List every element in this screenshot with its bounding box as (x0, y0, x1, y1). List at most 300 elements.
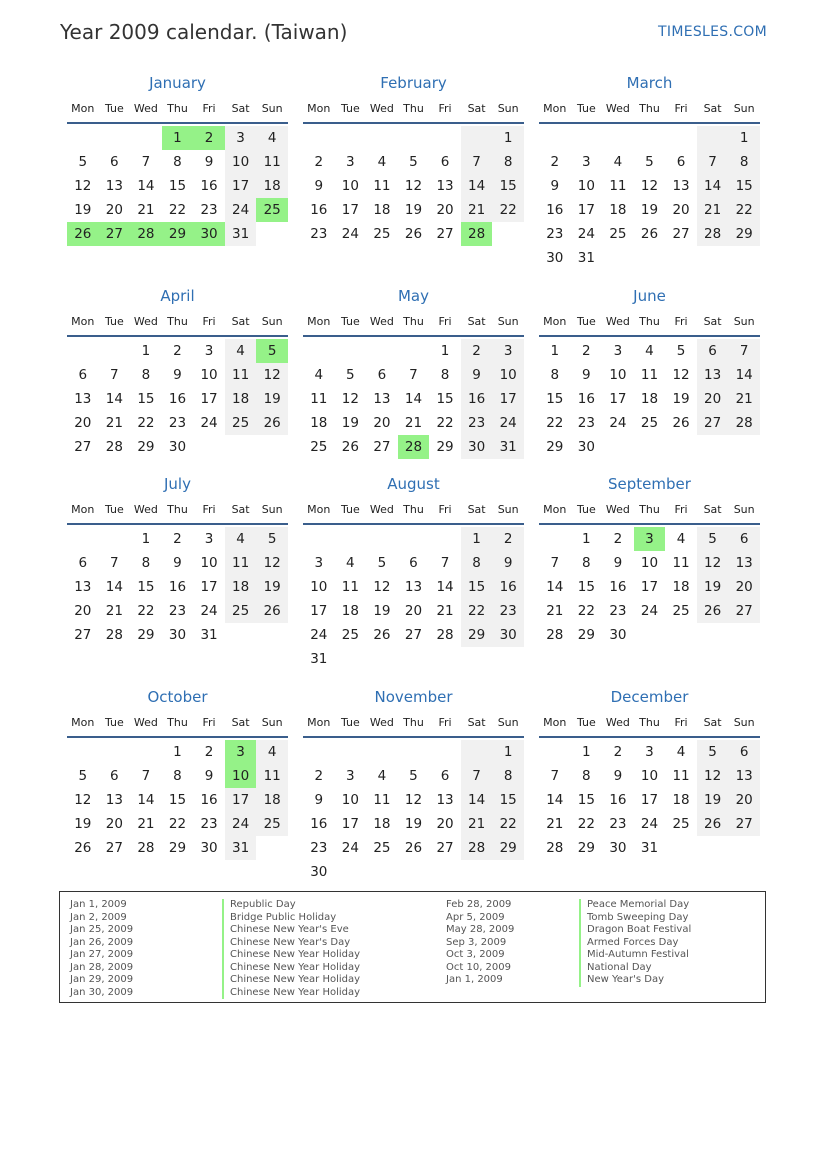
weekday-label: Sat (467, 101, 486, 115)
day-cell: 25 (341, 627, 359, 643)
day-cell: 6 (78, 367, 88, 383)
header-rule (303, 523, 524, 525)
day-cell: 9 (204, 768, 214, 784)
day-cell: 23 (546, 226, 564, 242)
weekday-label: Mon (307, 314, 331, 328)
day-cell: 16 (310, 816, 328, 832)
empty-cell (335, 126, 367, 150)
month-name: October (147, 688, 208, 706)
day-grid (67, 740, 288, 860)
weekday-label: Fri (202, 101, 216, 115)
day-cell: 18 (341, 603, 359, 619)
day-cell: 9 (550, 178, 560, 194)
legend-holiday-name: Chinese New Year Holiday (222, 949, 360, 962)
day-cell: 28 (130, 222, 162, 246)
weekday-label: Mon (543, 314, 567, 328)
legend-holiday-name: Dragon Boat Festival (579, 924, 691, 937)
day-cell: 16 (200, 792, 218, 808)
day-cell: 23 (310, 226, 328, 242)
weekday-label: Mon (543, 502, 567, 516)
legend-holiday-name: Chinese New Year's Eve (222, 924, 360, 937)
empty-cell (67, 126, 99, 150)
day-cell: 10 (341, 178, 359, 194)
weekday-label: Wed (605, 101, 630, 115)
day-cell: 9 (492, 551, 524, 575)
empty-cell (366, 860, 398, 884)
day-cell: 13 (672, 178, 690, 194)
weekday-label: Mon (307, 715, 331, 729)
header-rule (67, 736, 288, 738)
empty-cell (539, 527, 571, 551)
weekday-label: Sat (467, 502, 486, 516)
empty-cell (256, 435, 288, 459)
day-cell: 30 (609, 627, 627, 643)
day-cell: 31 (200, 627, 218, 643)
day-cell: 19 (74, 816, 92, 832)
day-cell: 26 (67, 222, 99, 246)
day-cell: 22 (492, 812, 524, 836)
empty-cell (225, 623, 257, 647)
day-cell: 3 (346, 768, 355, 784)
weekday-header (539, 309, 760, 333)
weekday-label: Fri (674, 502, 688, 516)
legend-date: Jan 30, 2009 (70, 986, 134, 998)
day-cell: 3 (314, 555, 324, 571)
day-cell: 8 (550, 367, 560, 383)
day-cell: 6 (676, 154, 686, 170)
day-cell: 15 (137, 579, 155, 595)
header-rule (303, 122, 524, 124)
empty-cell (728, 623, 760, 647)
month-february (303, 73, 524, 246)
empty-cell (665, 623, 697, 647)
empty-cell (99, 527, 131, 551)
day-cell: 10 (225, 764, 257, 788)
day-cell: 7 (461, 150, 493, 174)
day-cell: 16 (546, 202, 564, 218)
day-cell: 18 (640, 391, 659, 407)
empty-cell (492, 647, 524, 671)
day-cell: 21 (546, 816, 564, 832)
day-cell: 7 (697, 150, 729, 174)
day-cell: 29 (492, 836, 524, 860)
empty-cell (67, 339, 99, 363)
day-cell: 17 (225, 788, 257, 812)
day-grid (67, 126, 288, 246)
weekday-label: Fri (202, 502, 216, 516)
empty-cell (335, 339, 367, 363)
day-cell: 31 (492, 435, 524, 459)
day-cell: 24 (577, 226, 595, 242)
day-cell: 3 (492, 339, 524, 363)
day-cell: 2 (461, 339, 493, 363)
day-cell: 4 (645, 343, 654, 359)
legend-dates-left (70, 899, 133, 999)
month-july (67, 474, 288, 647)
month-september (539, 474, 760, 647)
day-cell: 9 (173, 367, 182, 383)
legend-date: Oct 10, 2009 (446, 961, 511, 973)
empty-cell (256, 836, 288, 860)
empty-cell (539, 740, 571, 764)
weekday-label: Wed (369, 314, 394, 328)
day-cell: 18 (225, 575, 257, 599)
day-cell: 25 (225, 411, 257, 435)
weekday-label: Fri (438, 314, 452, 328)
day-cell: 5 (697, 740, 729, 764)
legend-holiday-name: Tomb Sweeping Day (579, 912, 691, 925)
day-cell: 10 (577, 178, 595, 194)
weekday-label: Fri (438, 502, 452, 516)
day-cell: 14 (697, 174, 729, 198)
weekday-header (539, 497, 760, 521)
day-cell: 4 (676, 744, 686, 760)
day-cell: 31 (310, 651, 328, 667)
empty-cell (303, 740, 335, 764)
weekday-label: Wed (605, 715, 630, 729)
empty-cell (398, 126, 430, 150)
day-cell: 11 (310, 391, 328, 407)
weekday-label: Sat (231, 502, 250, 516)
day-cell: 2 (550, 154, 560, 170)
day-cell: 11 (609, 178, 627, 194)
empty-cell (429, 647, 461, 671)
empty-cell (366, 126, 398, 150)
day-grid (539, 740, 760, 860)
day-cell: 6 (377, 367, 387, 383)
weekday-label: Thu (639, 101, 660, 115)
empty-cell (492, 860, 524, 884)
legend-date: Feb 28, 2009 (446, 899, 512, 910)
day-cell: 10 (225, 150, 257, 174)
weekday-label: Fri (202, 715, 216, 729)
weekday-label: Fri (438, 101, 452, 115)
day-cell: 28 (105, 439, 123, 455)
day-cell: 10 (640, 768, 659, 784)
holiday-legend (59, 891, 766, 1003)
day-cell: 18 (373, 816, 391, 832)
month-name: March (626, 74, 673, 92)
day-cell: 30 (609, 840, 627, 856)
legend-holiday-name: Peace Memorial Day (579, 899, 691, 912)
day-cell: 2 (204, 744, 214, 760)
day-cell: 11 (256, 764, 288, 788)
empty-cell (697, 623, 729, 647)
weekday-label: Fri (202, 314, 216, 328)
day-cell: 4 (225, 339, 257, 363)
day-cell: 15 (492, 174, 524, 198)
day-cell: 25 (672, 816, 690, 832)
day-cell: 7 (550, 768, 560, 784)
day-cell: 6 (697, 339, 729, 363)
day-cell: 23 (200, 202, 218, 218)
day-cell: 22 (577, 816, 595, 832)
day-cell: 22 (137, 415, 155, 431)
empty-cell (303, 527, 335, 551)
day-cell: 27 (728, 812, 760, 836)
day-grid (303, 339, 524, 459)
day-cell: 1 (550, 343, 560, 359)
day-grid (67, 527, 288, 647)
day-cell: 14 (546, 579, 564, 595)
day-cell: 23 (492, 599, 524, 623)
legend-holiday-name: National Day (579, 962, 691, 975)
day-cell: 13 (105, 178, 123, 194)
day-cell: 10 (200, 555, 218, 571)
day-cell: 7 (550, 555, 560, 571)
empty-cell (697, 435, 729, 459)
day-cell: 18 (256, 788, 288, 812)
day-cell: 29 (162, 222, 194, 246)
weekday-label: Wed (369, 101, 394, 115)
day-cell: 5 (346, 367, 355, 383)
day-cell: 26 (341, 439, 359, 455)
day-cell: 2 (613, 531, 623, 547)
day-cell: 5 (409, 154, 418, 170)
day-cell: 19 (404, 816, 423, 832)
day-cell: 1 (492, 740, 524, 764)
day-cell: 1 (141, 343, 151, 359)
weekday-label: Tue (340, 502, 360, 516)
day-cell: 13 (404, 579, 423, 595)
day-cell: 4 (676, 531, 686, 547)
header-rule (539, 736, 760, 738)
day-cell: 19 (697, 575, 729, 599)
day-cell: 15 (168, 178, 187, 194)
weekday-header (303, 309, 524, 333)
day-cell: 23 (200, 816, 218, 832)
day-cell: 8 (582, 555, 591, 571)
day-cell: 10 (609, 367, 627, 383)
day-cell: 13 (728, 551, 760, 575)
day-cell: 30 (461, 435, 493, 459)
day-cell: 11 (225, 363, 257, 387)
day-cell: 11 (640, 367, 659, 383)
day-cell: 20 (105, 816, 123, 832)
day-cell: 3 (634, 527, 666, 551)
weekday-label: Tue (576, 101, 596, 115)
day-cell: 9 (173, 555, 182, 571)
day-cell: 8 (173, 154, 182, 170)
empty-cell (665, 435, 697, 459)
empty-cell (303, 126, 335, 150)
empty-cell (461, 860, 493, 884)
month-name: November (374, 688, 453, 706)
day-cell: 16 (609, 579, 627, 595)
weekday-label: Sat (703, 715, 722, 729)
day-cell: 28 (546, 840, 564, 856)
day-cell: 8 (141, 367, 151, 383)
weekday-label: Mon (307, 101, 331, 115)
weekday-label: Mon (71, 715, 95, 729)
day-cell: 26 (373, 627, 391, 643)
day-cell: 12 (341, 391, 359, 407)
weekday-label: Sun (497, 715, 519, 729)
legend-date: May 28, 2009 (446, 924, 515, 935)
day-cell: 24 (225, 198, 257, 222)
header-rule (539, 335, 760, 337)
day-cell: 18 (609, 202, 627, 218)
day-cell: 21 (697, 198, 729, 222)
day-cell: 29 (137, 627, 155, 643)
day-cell: 7 (110, 555, 119, 571)
day-cell: 30 (546, 250, 564, 266)
empty-cell (303, 339, 335, 363)
empty-cell (335, 527, 367, 551)
day-cell: 12 (256, 363, 288, 387)
day-cell: 10 (640, 555, 659, 571)
day-cell: 13 (436, 178, 454, 194)
weekday-label: Tue (340, 715, 360, 729)
day-cell: 8 (492, 150, 524, 174)
month-name: January (149, 74, 206, 92)
day-grid (539, 527, 760, 647)
weekday-label: Wed (369, 715, 394, 729)
day-cell: 15 (137, 391, 155, 407)
day-cell: 12 (697, 764, 729, 788)
day-cell: 5 (697, 527, 729, 551)
legend-date: Jan 28, 2009 (70, 961, 134, 973)
day-cell: 30 (492, 623, 524, 647)
empty-cell (634, 623, 666, 647)
weekday-label: Mon (307, 502, 331, 516)
day-cell: 20 (672, 202, 690, 218)
day-cell: 11 (341, 579, 359, 595)
day-cell: 27 (74, 627, 92, 643)
empty-cell (429, 126, 461, 150)
day-cell: 26 (74, 840, 92, 856)
weekday-label: Thu (639, 715, 660, 729)
legend-holiday-name: Chinese New Year Holiday (222, 974, 360, 987)
weekday-label: Sun (733, 314, 755, 328)
legend-holiday-name: Chinese New Year's Day (222, 937, 360, 950)
weekday-label: Sun (261, 101, 283, 115)
day-cell: 9 (613, 555, 623, 571)
day-cell: 21 (546, 603, 564, 619)
month-name: April (160, 287, 195, 305)
weekday-header (67, 710, 288, 734)
day-cell: 2 (314, 154, 324, 170)
day-cell: 24 (310, 627, 328, 643)
day-cell: 18 (373, 202, 391, 218)
weekday-label: Sun (733, 715, 755, 729)
day-cell: 29 (546, 439, 564, 455)
day-cell: 3 (346, 154, 355, 170)
day-cell: 11 (672, 555, 690, 571)
day-cell: 1 (162, 126, 194, 150)
legend-date: Jan 1, 2009 (70, 899, 127, 910)
day-cell: 14 (404, 391, 423, 407)
day-cell: 20 (74, 603, 92, 619)
day-cell: 14 (436, 579, 454, 595)
empty-cell (366, 740, 398, 764)
empty-cell (398, 339, 430, 363)
month-name: August (387, 475, 440, 493)
weekday-header (67, 497, 288, 521)
day-cell: 4 (346, 555, 355, 571)
day-cell: 19 (74, 202, 92, 218)
day-cell: 25 (256, 198, 288, 222)
empty-cell (461, 740, 493, 764)
day-cell: 23 (609, 603, 627, 619)
day-cell: 17 (640, 579, 659, 595)
day-cell: 20 (697, 387, 729, 411)
day-cell: 29 (168, 840, 187, 856)
empty-cell (398, 647, 430, 671)
day-cell: 22 (436, 415, 454, 431)
day-cell: 16 (168, 391, 187, 407)
legend-holiday-name: Chinese New Year Holiday (222, 962, 360, 975)
month-january (67, 73, 288, 246)
day-cell: 1 (141, 531, 151, 547)
day-grid (303, 126, 524, 246)
weekday-label: Sat (467, 314, 486, 328)
weekday-label: Thu (403, 101, 424, 115)
weekday-header (67, 96, 288, 120)
brand-link[interactable]: TIMESLES.COM (658, 24, 767, 40)
day-cell: 22 (546, 415, 564, 431)
legend-holiday-name: Chinese New Year Holiday (222, 987, 360, 1000)
day-cell: 24 (341, 840, 359, 856)
legend-dates-right (446, 899, 514, 987)
day-cell: 29 (577, 627, 595, 643)
month-april (67, 286, 288, 459)
day-grid (539, 339, 760, 459)
day-cell: 12 (640, 178, 659, 194)
day-cell: 12 (256, 551, 288, 575)
day-cell: 6 (728, 740, 760, 764)
empty-cell (492, 222, 524, 246)
day-cell: 2 (613, 744, 623, 760)
day-cell: 20 (436, 816, 454, 832)
empty-cell (193, 435, 225, 459)
day-cell: 30 (577, 439, 595, 455)
day-cell: 27 (728, 599, 760, 623)
day-cell: 16 (577, 391, 595, 407)
empty-cell (335, 860, 367, 884)
empty-cell (728, 836, 760, 860)
day-cell: 1 (492, 126, 524, 150)
day-cell: 22 (168, 202, 187, 218)
day-cell: 28 (398, 435, 430, 459)
empty-cell (429, 860, 461, 884)
day-cell: 8 (141, 555, 151, 571)
weekday-label: Thu (639, 314, 660, 328)
day-cell: 19 (256, 575, 288, 599)
header-rule (539, 122, 760, 124)
day-cell: 2 (492, 527, 524, 551)
day-cell: 28 (105, 627, 123, 643)
weekday-label: Thu (167, 314, 188, 328)
day-cell: 24 (640, 816, 659, 832)
day-cell: 19 (672, 391, 690, 407)
weekday-label: Sun (497, 101, 519, 115)
day-cell: 8 (492, 764, 524, 788)
day-cell: 15 (577, 579, 595, 595)
weekday-header (303, 96, 524, 120)
empty-cell (335, 740, 367, 764)
day-cell: 24 (200, 603, 218, 619)
empty-cell (366, 339, 398, 363)
day-cell: 20 (373, 415, 391, 431)
legend-date: Sep 3, 2009 (446, 936, 507, 948)
empty-cell (728, 435, 760, 459)
empty-cell (366, 647, 398, 671)
legend-holiday-name: New Year's Day (579, 974, 691, 987)
empty-cell (429, 527, 461, 551)
day-cell: 11 (225, 551, 257, 575)
day-cell: 3 (225, 740, 257, 764)
